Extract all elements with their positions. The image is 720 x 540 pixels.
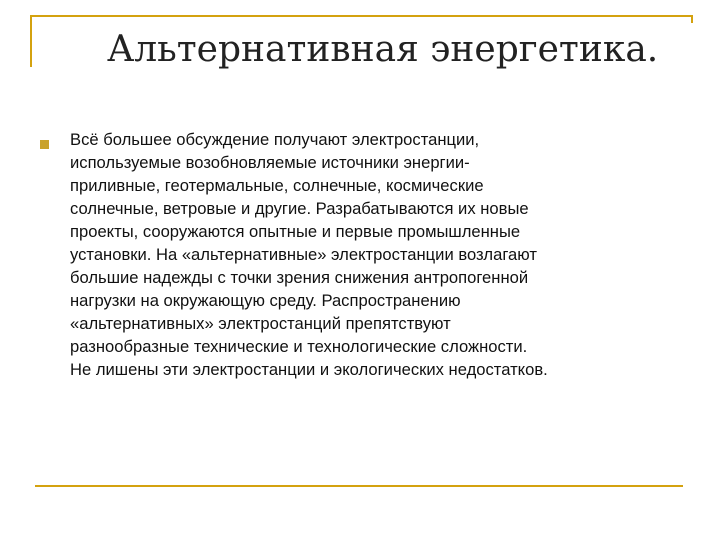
paragraph-line: Не лишены эти электростанции и экологических недостатков. <box>70 360 548 379</box>
paragraph-line: солнечные, ветровые и другие. Разрабатываются их новые <box>70 199 529 218</box>
paragraph-line: «альтернативных» электростанций препятствуют <box>70 314 451 333</box>
slide-title: Альтернативная энергетика. <box>107 29 659 70</box>
frame-bottom-rule <box>35 485 683 487</box>
frame-right-tick <box>691 15 693 23</box>
frame-left-rule <box>30 15 32 67</box>
paragraph-line: разнообразные технические и технологические сложности. <box>70 337 528 356</box>
frame-top-rule <box>30 15 693 17</box>
paragraph-line: Всё большее обсуждение получают электростанции, <box>70 130 480 149</box>
bullet-paragraph <box>70 128 685 381</box>
paragraph-line: большие надежды с точки зрения снижения антропогенной <box>70 268 529 287</box>
paragraph-line: установки. На «альтернативные» электростанции возлагают <box>70 245 537 264</box>
paragraph-line: нагрузки на окружающую среду. Распространению <box>70 291 461 310</box>
paragraph-line: проекты, сооружаются опытные и первые промышленные <box>70 222 521 241</box>
paragraph-line: приливные, геотермальные, солнечные, космические <box>70 176 484 195</box>
square-bullet-icon <box>40 140 49 149</box>
paragraph-line: используемые возобновляемые источники энергии- <box>70 153 470 172</box>
